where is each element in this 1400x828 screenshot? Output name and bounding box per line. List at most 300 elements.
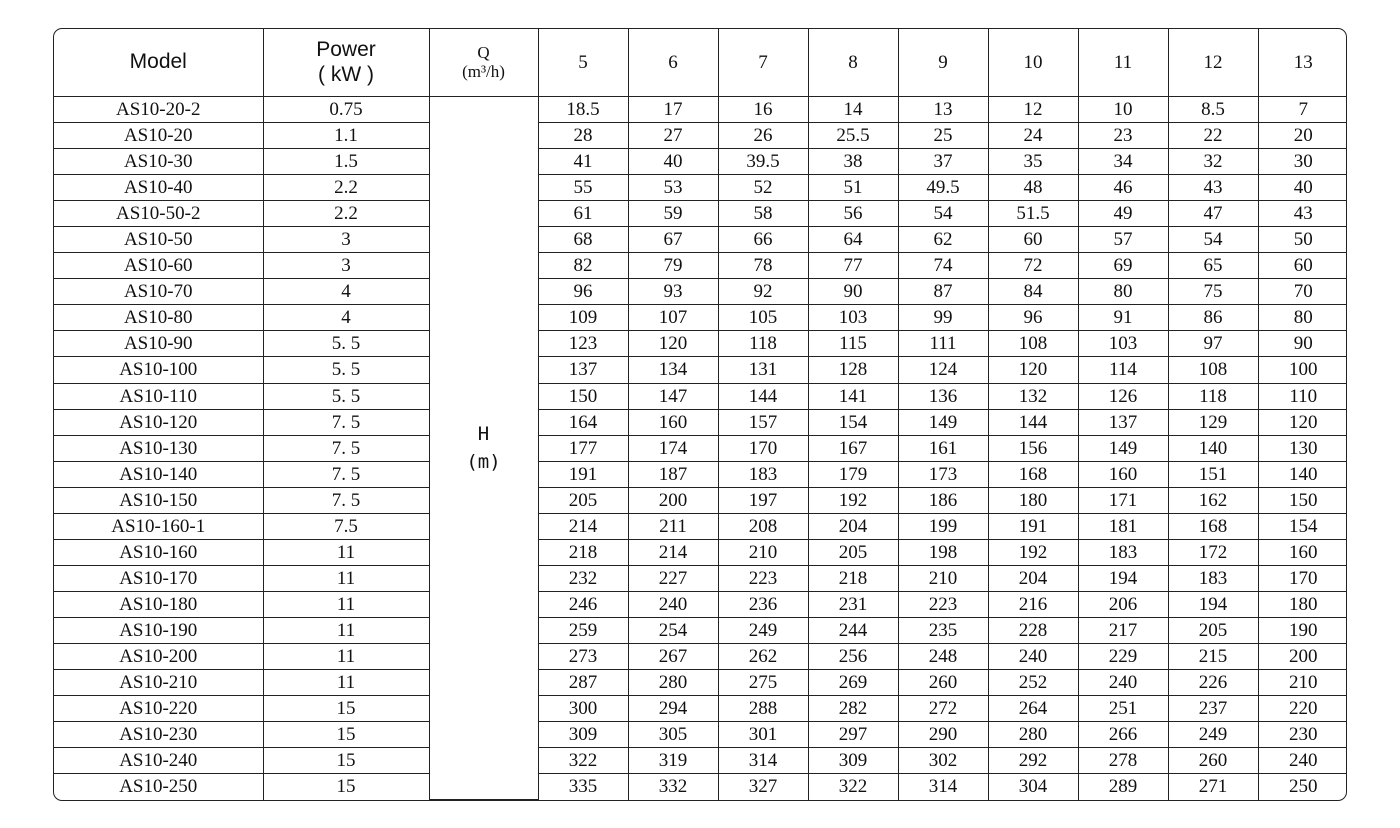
head-value-cell: 110 xyxy=(1258,383,1347,409)
table-row xyxy=(54,409,1347,435)
head-value-cell: 297 xyxy=(808,722,898,748)
head-value-cell: 79 xyxy=(628,253,718,279)
head-value-cell: 289 xyxy=(1078,774,1168,800)
head-value-cell: 34 xyxy=(1078,149,1168,175)
head-value-cell: 214 xyxy=(538,513,628,539)
head-value-cell: 130 xyxy=(1258,435,1347,461)
head-value-cell: 332 xyxy=(628,774,718,800)
power-cell: 3 xyxy=(263,227,429,253)
table-row xyxy=(54,383,1347,409)
model-cell: AS10-110 xyxy=(54,383,263,409)
h-label: H xyxy=(477,422,490,445)
head-value-cell: 57 xyxy=(1078,227,1168,253)
head-value-cell: 179 xyxy=(808,461,898,487)
head-value-cell: 92 xyxy=(718,279,808,305)
model-cell: AS10-150 xyxy=(54,487,263,513)
head-value-cell: 269 xyxy=(808,670,898,696)
table-row xyxy=(54,123,1347,149)
head-value-cell: 275 xyxy=(718,670,808,696)
head-value-cell: 149 xyxy=(1078,435,1168,461)
head-value-cell: 137 xyxy=(1078,409,1168,435)
head-value-cell: 215 xyxy=(1168,643,1258,669)
head-value-cell: 86 xyxy=(1168,305,1258,331)
head-value-cell: 75 xyxy=(1168,279,1258,305)
head-value-cell: 103 xyxy=(1078,331,1168,357)
head-value-cell: 13 xyxy=(898,97,988,123)
head-value-cell: 205 xyxy=(1168,617,1258,643)
head-value-cell: 100 xyxy=(1258,357,1347,383)
head-value-cell: 216 xyxy=(988,591,1078,617)
power-cell: 11 xyxy=(263,643,429,669)
head-value-cell: 183 xyxy=(718,461,808,487)
head-value-cell: 80 xyxy=(1258,305,1347,331)
head-value-cell: 206 xyxy=(1078,591,1168,617)
head-value-cell: 254 xyxy=(628,617,718,643)
head-value-cell: 137 xyxy=(538,357,628,383)
head-value-cell: 91 xyxy=(1078,305,1168,331)
head-value-cell: 223 xyxy=(898,591,988,617)
head-value-cell: 171 xyxy=(1078,487,1168,513)
head-value-cell: 43 xyxy=(1258,201,1347,227)
head-value-cell: 60 xyxy=(988,227,1078,253)
model-cell: AS10-50 xyxy=(54,227,263,253)
model-cell: AS10-230 xyxy=(54,722,263,748)
head-value-cell: 126 xyxy=(1078,383,1168,409)
table-row xyxy=(54,748,1347,774)
head-value-cell: 192 xyxy=(808,487,898,513)
power-cell: 1.1 xyxy=(263,123,429,149)
header-flow-9: 9 xyxy=(898,29,988,97)
head-value-cell: 288 xyxy=(718,696,808,722)
head-value-cell: 99 xyxy=(898,305,988,331)
head-value-cell: 204 xyxy=(808,513,898,539)
head-value-cell: 300 xyxy=(538,696,628,722)
head-value-cell: 322 xyxy=(538,748,628,774)
head-value-cell: 25 xyxy=(898,123,988,149)
head-value-cell: 335 xyxy=(538,774,628,800)
head-value-cell: 198 xyxy=(898,539,988,565)
head-value-cell: 51 xyxy=(808,175,898,201)
table-row xyxy=(54,513,1347,539)
head-value-cell: 32 xyxy=(1168,149,1258,175)
head-value-cell: 120 xyxy=(988,357,1078,383)
head-value-cell: 150 xyxy=(1258,487,1347,513)
table-row xyxy=(54,722,1347,748)
head-value-cell: 20 xyxy=(1258,123,1347,149)
model-cell: AS10-170 xyxy=(54,565,263,591)
power-cell: 7.5 xyxy=(263,513,429,539)
table-row xyxy=(54,565,1347,591)
head-value-cell: 220 xyxy=(1258,696,1347,722)
head-value-cell: 77 xyxy=(808,253,898,279)
head-value-cell: 301 xyxy=(718,722,808,748)
model-cell: AS10-210 xyxy=(54,670,263,696)
head-value-cell: 305 xyxy=(628,722,718,748)
head-value-cell: 27 xyxy=(628,123,718,149)
head-value-cell: 66 xyxy=(718,227,808,253)
header-flow-q xyxy=(429,29,538,97)
head-value-cell: 244 xyxy=(808,617,898,643)
head-value-cell: 120 xyxy=(1258,409,1347,435)
head-value-cell: 164 xyxy=(538,409,628,435)
power-cell: 0.75 xyxy=(263,97,429,123)
head-value-cell: 205 xyxy=(808,539,898,565)
head-value-cell: 327 xyxy=(718,774,808,800)
table-row xyxy=(54,461,1347,487)
power-cell: 5. 5 xyxy=(263,383,429,409)
pump-performance-table xyxy=(54,29,1347,800)
table-row xyxy=(54,201,1347,227)
head-value-cell: 74 xyxy=(898,253,988,279)
head-value-cell: 56 xyxy=(808,201,898,227)
table-row xyxy=(54,97,1347,123)
head-value-cell: 218 xyxy=(808,565,898,591)
head-value-cell: 172 xyxy=(1168,539,1258,565)
power-cell: 11 xyxy=(263,670,429,696)
head-value-cell: 149 xyxy=(898,409,988,435)
head-value-cell: 287 xyxy=(538,670,628,696)
head-value-cell: 240 xyxy=(628,591,718,617)
head-h-label-cell xyxy=(429,97,538,800)
header-power xyxy=(263,29,429,97)
head-value-cell: 200 xyxy=(628,487,718,513)
power-cell: 11 xyxy=(263,539,429,565)
head-value-cell: 111 xyxy=(898,331,988,357)
head-value-cell: 322 xyxy=(808,774,898,800)
head-value-cell: 120 xyxy=(628,331,718,357)
head-value-cell: 118 xyxy=(718,331,808,357)
head-value-cell: 205 xyxy=(538,487,628,513)
power-cell: 15 xyxy=(263,722,429,748)
head-value-cell: 319 xyxy=(628,748,718,774)
model-cell: AS10-130 xyxy=(54,435,263,461)
power-cell: 1.5 xyxy=(263,149,429,175)
head-value-cell: 240 xyxy=(1258,748,1347,774)
head-value-cell: 49.5 xyxy=(898,175,988,201)
head-value-cell: 109 xyxy=(538,305,628,331)
head-value-cell: 232 xyxy=(538,565,628,591)
header-q-unit: (m³/h) xyxy=(462,61,505,81)
head-value-cell: 147 xyxy=(628,383,718,409)
head-value-cell: 114 xyxy=(1078,357,1168,383)
header-flow-10: 10 xyxy=(988,29,1078,97)
head-value-cell: 52 xyxy=(718,175,808,201)
head-value-cell: 16 xyxy=(718,97,808,123)
head-value-cell: 240 xyxy=(1078,670,1168,696)
head-value-cell: 48 xyxy=(988,175,1078,201)
power-cell: 2.2 xyxy=(263,201,429,227)
head-value-cell: 136 xyxy=(898,383,988,409)
head-value-cell: 210 xyxy=(718,539,808,565)
head-value-cell: 282 xyxy=(808,696,898,722)
header-flow-8: 8 xyxy=(808,29,898,97)
head-value-cell: 250 xyxy=(1258,774,1347,800)
head-value-cell: 210 xyxy=(898,565,988,591)
head-value-cell: 309 xyxy=(808,748,898,774)
head-value-cell: 157 xyxy=(718,409,808,435)
head-value-cell: 256 xyxy=(808,643,898,669)
head-value-cell: 192 xyxy=(988,539,1078,565)
head-value-cell: 107 xyxy=(628,305,718,331)
model-cell: AS10-60 xyxy=(54,253,263,279)
power-cell: 15 xyxy=(263,696,429,722)
head-value-cell: 87 xyxy=(898,279,988,305)
table-row xyxy=(54,539,1347,565)
head-value-cell: 51.5 xyxy=(988,201,1078,227)
head-value-cell: 68 xyxy=(538,227,628,253)
head-value-cell: 181 xyxy=(1078,513,1168,539)
head-value-cell: 90 xyxy=(1258,331,1347,357)
head-value-cell: 105 xyxy=(718,305,808,331)
head-value-cell: 84 xyxy=(988,279,1078,305)
head-value-cell: 8.5 xyxy=(1168,97,1258,123)
header-flow-7: 7 xyxy=(718,29,808,97)
head-value-cell: 10 xyxy=(1078,97,1168,123)
head-value-cell: 67 xyxy=(628,227,718,253)
header-flow-6: 6 xyxy=(628,29,718,97)
head-value-cell: 251 xyxy=(1078,696,1168,722)
power-cell: 15 xyxy=(263,748,429,774)
head-value-cell: 69 xyxy=(1078,253,1168,279)
h-unit: (m) xyxy=(466,451,501,473)
power-cell: 11 xyxy=(263,591,429,617)
head-value-cell: 248 xyxy=(898,643,988,669)
head-value-cell: 173 xyxy=(898,461,988,487)
head-value-cell: 24 xyxy=(988,123,1078,149)
model-cell: AS10-220 xyxy=(54,696,263,722)
power-cell: 7. 5 xyxy=(263,435,429,461)
head-value-cell: 47 xyxy=(1168,201,1258,227)
head-value-cell: 50 xyxy=(1258,227,1347,253)
head-value-cell: 61 xyxy=(538,201,628,227)
head-value-cell: 103 xyxy=(808,305,898,331)
head-value-cell: 28 xyxy=(538,123,628,149)
head-value-cell: 82 xyxy=(538,253,628,279)
head-value-cell: 144 xyxy=(988,409,1078,435)
model-cell: AS10-200 xyxy=(54,643,263,669)
head-value-cell: 97 xyxy=(1168,331,1258,357)
table-row xyxy=(54,149,1347,175)
head-value-cell: 108 xyxy=(988,331,1078,357)
head-value-cell: 53 xyxy=(628,175,718,201)
head-value-cell: 39.5 xyxy=(718,149,808,175)
head-value-cell: 154 xyxy=(1258,513,1347,539)
head-value-cell: 210 xyxy=(1258,670,1347,696)
head-value-cell: 240 xyxy=(988,643,1078,669)
head-value-cell: 217 xyxy=(1078,617,1168,643)
power-cell: 3 xyxy=(263,253,429,279)
table-row xyxy=(54,617,1347,643)
head-value-cell: 55 xyxy=(538,175,628,201)
head-value-cell: 302 xyxy=(898,748,988,774)
head-value-cell: 190 xyxy=(1258,617,1347,643)
model-cell: AS10-40 xyxy=(54,175,263,201)
head-value-cell: 309 xyxy=(538,722,628,748)
head-value-cell: 128 xyxy=(808,357,898,383)
head-value-cell: 160 xyxy=(1258,539,1347,565)
head-value-cell: 160 xyxy=(628,409,718,435)
head-value-cell: 160 xyxy=(1078,461,1168,487)
power-cell: 7. 5 xyxy=(263,461,429,487)
head-value-cell: 208 xyxy=(718,513,808,539)
head-value-cell: 304 xyxy=(988,774,1078,800)
table-row xyxy=(54,279,1347,305)
head-value-cell: 227 xyxy=(628,565,718,591)
table-row xyxy=(54,331,1347,357)
head-value-cell: 124 xyxy=(898,357,988,383)
head-value-cell: 294 xyxy=(628,696,718,722)
model-cell: AS10-80 xyxy=(54,305,263,331)
head-value-cell: 134 xyxy=(628,357,718,383)
table-row xyxy=(54,435,1347,461)
head-value-cell: 64 xyxy=(808,227,898,253)
head-value-cell: 49 xyxy=(1078,201,1168,227)
table-row xyxy=(54,643,1347,669)
model-cell: AS10-140 xyxy=(54,461,263,487)
head-value-cell: 183 xyxy=(1168,565,1258,591)
power-cell: 5. 5 xyxy=(263,357,429,383)
head-value-cell: 168 xyxy=(1168,513,1258,539)
power-cell: 7. 5 xyxy=(263,409,429,435)
head-value-cell: 118 xyxy=(1168,383,1258,409)
head-value-cell: 177 xyxy=(538,435,628,461)
head-value-cell: 162 xyxy=(1168,487,1258,513)
table-row xyxy=(54,670,1347,696)
head-value-cell: 191 xyxy=(988,513,1078,539)
head-value-cell: 54 xyxy=(1168,227,1258,253)
head-value-cell: 43 xyxy=(1168,175,1258,201)
header-flow-11: 11 xyxy=(1078,29,1168,97)
head-value-cell: 266 xyxy=(1078,722,1168,748)
table-row xyxy=(54,591,1347,617)
head-value-cell: 140 xyxy=(1258,461,1347,487)
head-value-cell: 132 xyxy=(988,383,1078,409)
head-value-cell: 115 xyxy=(808,331,898,357)
head-value-cell: 252 xyxy=(988,670,1078,696)
header-power-label: Power xyxy=(316,38,376,62)
head-value-cell: 156 xyxy=(988,435,1078,461)
head-value-cell: 141 xyxy=(808,383,898,409)
head-value-cell: 41 xyxy=(538,149,628,175)
power-cell: 11 xyxy=(263,617,429,643)
head-value-cell: 140 xyxy=(1168,435,1258,461)
head-value-cell: 199 xyxy=(898,513,988,539)
head-value-cell: 38 xyxy=(808,149,898,175)
power-cell: 5. 5 xyxy=(263,331,429,357)
head-value-cell: 25.5 xyxy=(808,123,898,149)
head-value-cell: 78 xyxy=(718,253,808,279)
head-value-cell: 35 xyxy=(988,149,1078,175)
head-value-cell: 246 xyxy=(538,591,628,617)
head-value-cell: 144 xyxy=(718,383,808,409)
head-value-cell: 40 xyxy=(628,149,718,175)
head-value-cell: 17 xyxy=(628,97,718,123)
head-value-cell: 226 xyxy=(1168,670,1258,696)
model-cell: AS10-160 xyxy=(54,539,263,565)
head-value-cell: 290 xyxy=(898,722,988,748)
header-flow-12: 12 xyxy=(1168,29,1258,97)
model-cell: AS10-50-2 xyxy=(54,201,263,227)
head-value-cell: 231 xyxy=(808,591,898,617)
head-value-cell: 191 xyxy=(538,461,628,487)
model-cell: AS10-160-1 xyxy=(54,513,263,539)
table-row xyxy=(54,487,1347,513)
head-value-cell: 96 xyxy=(538,279,628,305)
model-cell: AS10-90 xyxy=(54,331,263,357)
head-value-cell: 30 xyxy=(1258,149,1347,175)
head-value-cell: 170 xyxy=(1258,565,1347,591)
head-value-cell: 260 xyxy=(1168,748,1258,774)
table-row xyxy=(54,696,1347,722)
head-value-cell: 168 xyxy=(988,461,1078,487)
head-value-cell: 267 xyxy=(628,643,718,669)
power-cell: 7. 5 xyxy=(263,487,429,513)
model-cell: AS10-20-2 xyxy=(54,97,263,123)
head-value-cell: 229 xyxy=(1078,643,1168,669)
head-value-cell: 40 xyxy=(1258,175,1347,201)
head-value-cell: 259 xyxy=(538,617,628,643)
head-value-cell: 228 xyxy=(988,617,1078,643)
model-cell: AS10-190 xyxy=(54,617,263,643)
header-flow-5: 5 xyxy=(538,29,628,97)
head-value-cell: 14 xyxy=(808,97,898,123)
head-value-cell: 211 xyxy=(628,513,718,539)
head-value-cell: 70 xyxy=(1258,279,1347,305)
head-value-cell: 272 xyxy=(898,696,988,722)
head-value-cell: 46 xyxy=(1078,175,1168,201)
head-value-cell: 72 xyxy=(988,253,1078,279)
head-value-cell: 235 xyxy=(898,617,988,643)
head-value-cell: 278 xyxy=(1078,748,1168,774)
head-value-cell: 200 xyxy=(1258,643,1347,669)
table-row xyxy=(54,774,1347,800)
model-cell: AS10-30 xyxy=(54,149,263,175)
head-value-cell: 197 xyxy=(718,487,808,513)
header-q-label: Q xyxy=(477,42,490,62)
head-value-cell: 96 xyxy=(988,305,1078,331)
table-row xyxy=(54,357,1347,383)
table-row xyxy=(54,253,1347,279)
head-value-cell: 194 xyxy=(1168,591,1258,617)
model-cell: AS10-180 xyxy=(54,591,263,617)
model-cell: AS10-120 xyxy=(54,409,263,435)
head-value-cell: 262 xyxy=(718,643,808,669)
head-value-cell: 204 xyxy=(988,565,1078,591)
head-value-cell: 249 xyxy=(1168,722,1258,748)
head-value-cell: 26 xyxy=(718,123,808,149)
model-cell: AS10-20 xyxy=(54,123,263,149)
power-cell: 4 xyxy=(263,279,429,305)
head-value-cell: 260 xyxy=(898,670,988,696)
head-value-cell: 93 xyxy=(628,279,718,305)
head-value-cell: 12 xyxy=(988,97,1078,123)
head-value-cell: 194 xyxy=(1078,565,1168,591)
table-row xyxy=(54,227,1347,253)
head-value-cell: 174 xyxy=(628,435,718,461)
model-cell: AS10-240 xyxy=(54,748,263,774)
head-value-cell: 131 xyxy=(718,357,808,383)
header-power-unit: ( kW ) xyxy=(318,62,374,86)
head-value-cell: 280 xyxy=(988,722,1078,748)
head-value-cell: 54 xyxy=(898,201,988,227)
model-cell: AS10-100 xyxy=(54,357,263,383)
head-value-cell: 187 xyxy=(628,461,718,487)
head-value-cell: 58 xyxy=(718,201,808,227)
header-flow-13: 13 xyxy=(1258,29,1347,97)
head-value-cell: 151 xyxy=(1168,461,1258,487)
head-value-cell: 80 xyxy=(1078,279,1168,305)
head-value-cell: 59 xyxy=(628,201,718,227)
